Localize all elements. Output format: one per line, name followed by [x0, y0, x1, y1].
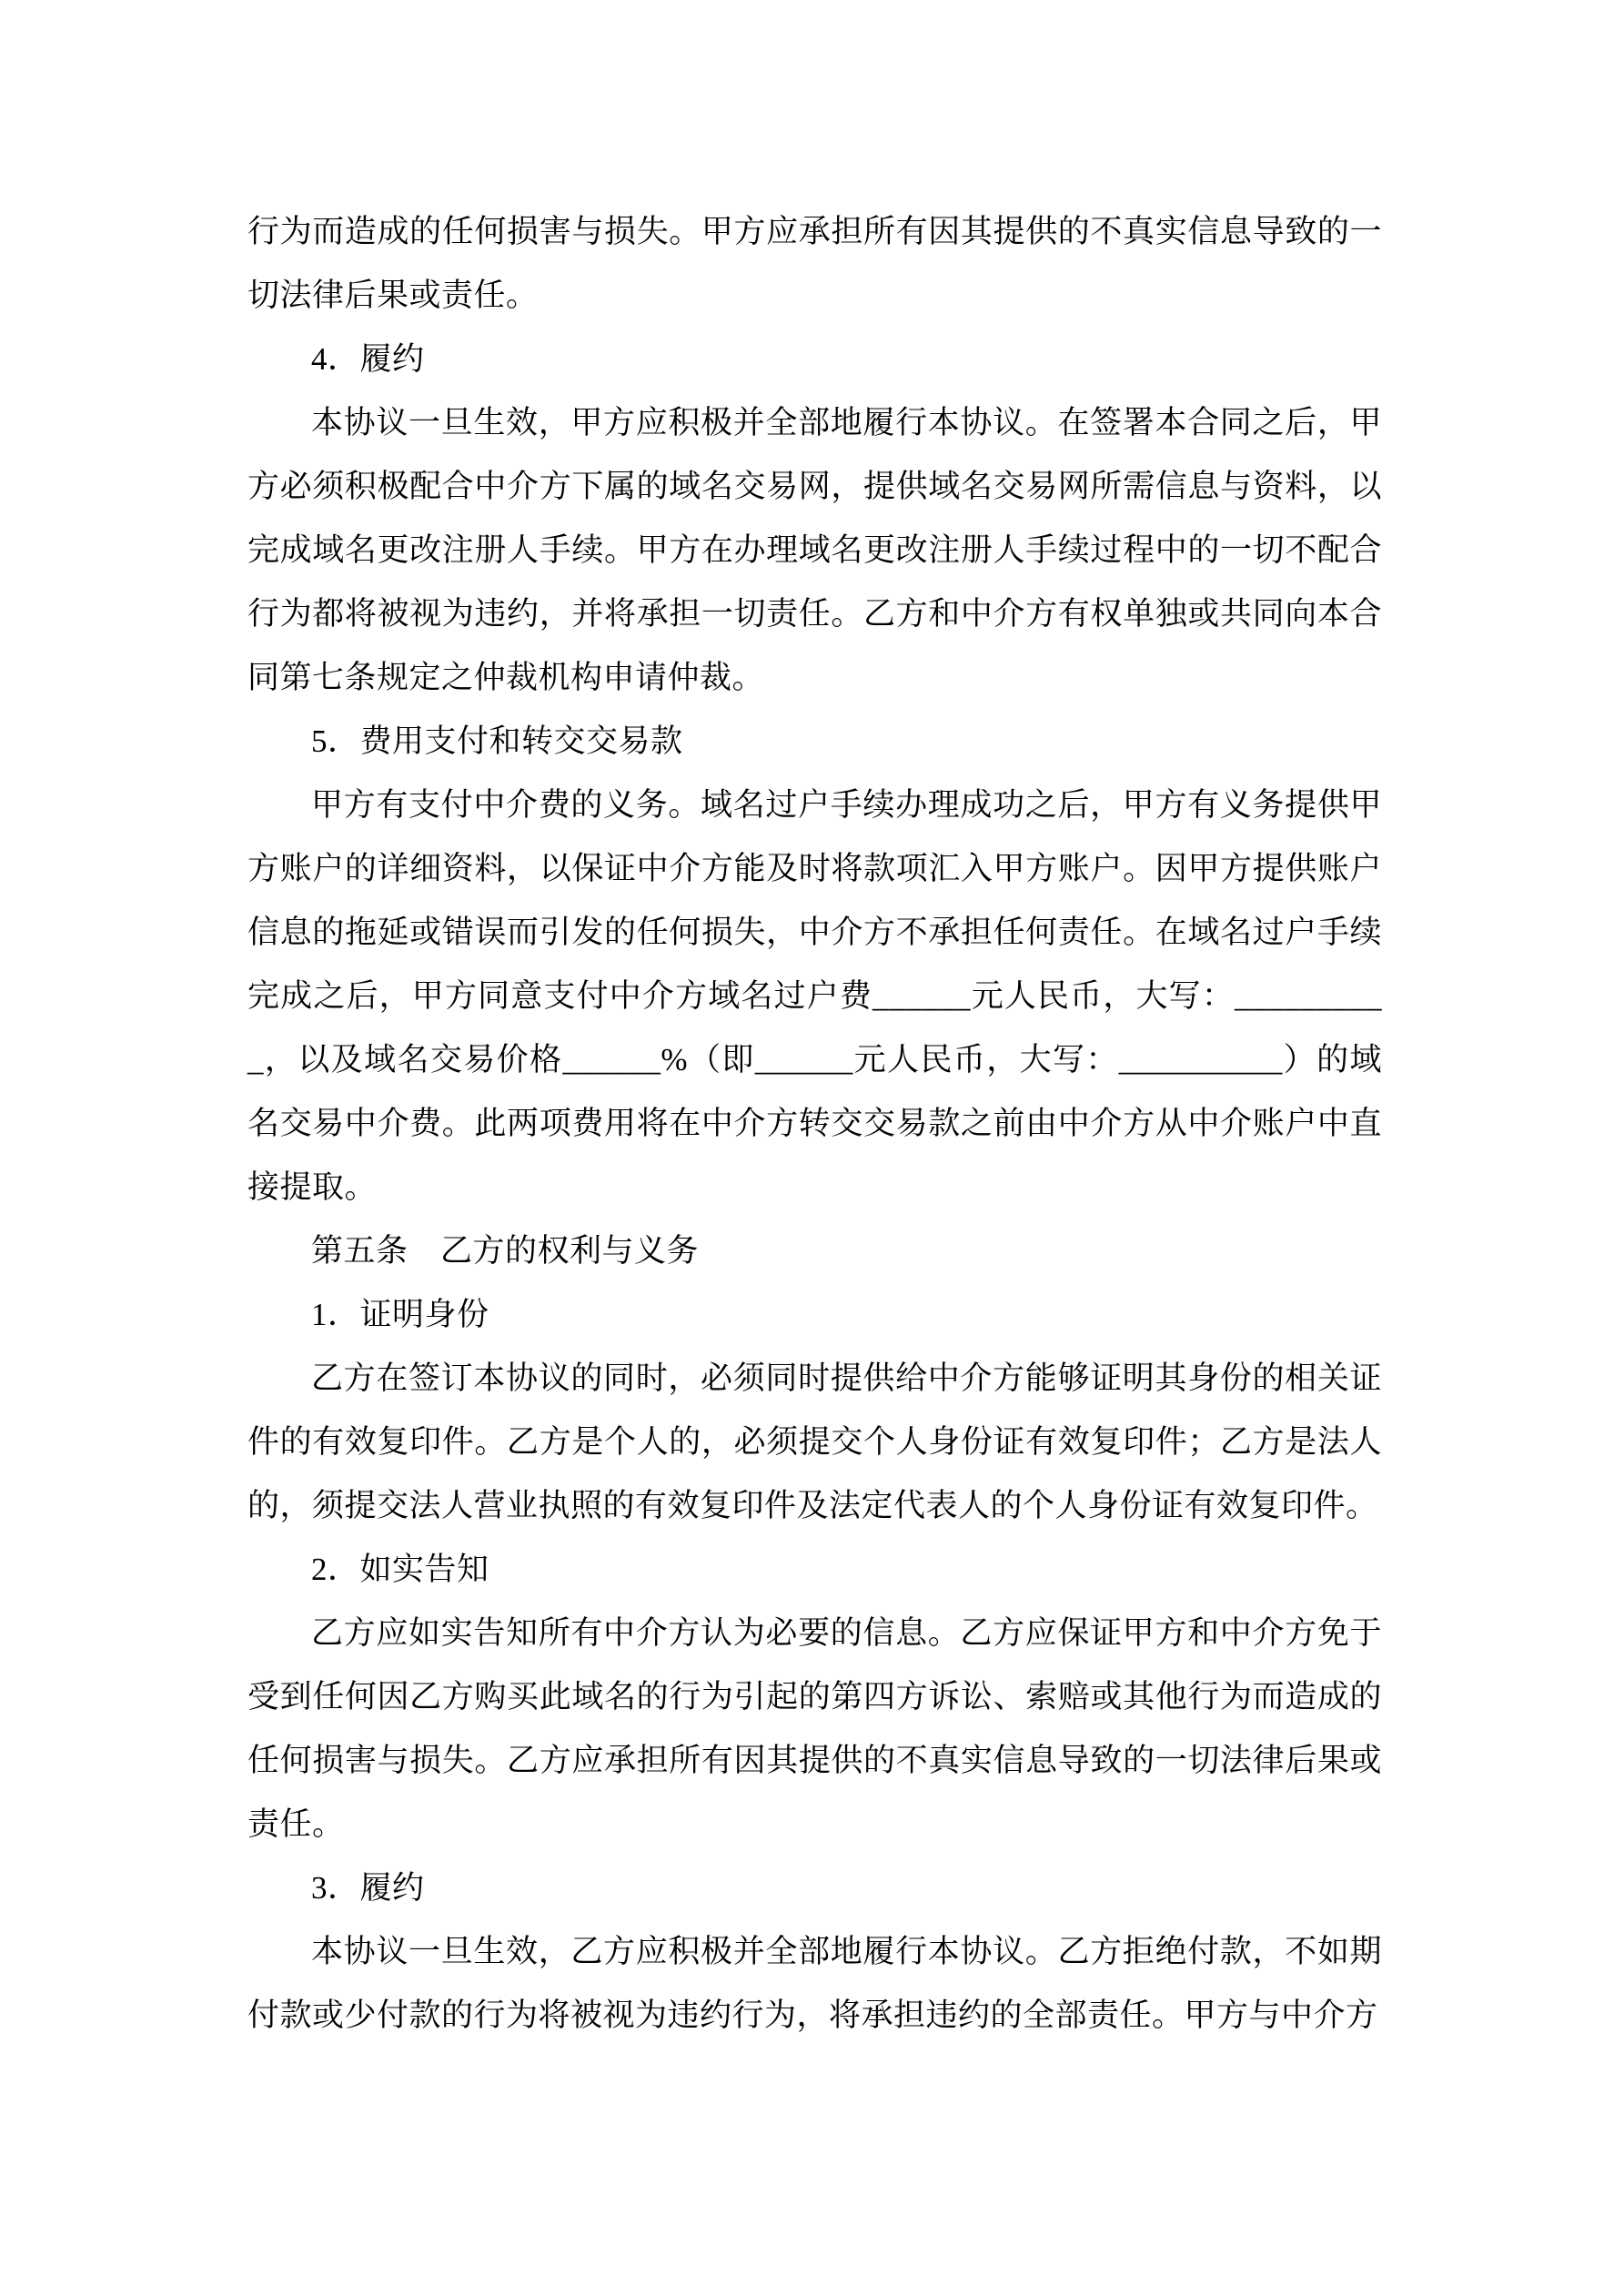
- paragraph: 甲方有支付中介费的义务。域名过户手续办理成功之后，甲方有义务提供甲方账户的详细资料，以保证中介方能及时将款项汇入甲方账户。因甲方提供账户信息的拖延或错误而引发的任何损失，中介方不承担任何责任。在域名过户手续完成之后，甲方同意支付中介方域名过户费______元人民币，大写：__________，以及域名交易价格______%（即______元人民币，大写：__________）的域名交易中介费。此两项费用将在中介方转交交易款之前由中介方从中介账户中直接提取。: [247, 787, 1382, 1205]
- paragraph: 行为而造成的任何损害与损失。甲方应承担所有因其提供的不真实信息导致的一切法律后果或责任。: [247, 214, 1382, 313]
- paragraph: 乙方应如实告知所有中介方认为必要的信息。乙方应保证甲方和中介方免于受到任何因乙方购买此域名的行为引起的第四方诉讼、索赔或其他行为而造成的任何损害与损失。乙方应承担所有因其提供的不真实信息导致的一切法律后果或责任。: [247, 1615, 1382, 1842]
- paragraph: 本协议一旦生效，乙方应积极并全部地履行本协议。乙方拒绝付款，不如期付款或少付款的行为将被视为违约行为，将承担违约的全部责任。甲方与中介方: [247, 1934, 1382, 2033]
- paragraph: 2．如实告知: [311, 1552, 489, 1587]
- paragraph: 1．证明身份: [311, 1297, 489, 1332]
- paragraph: 3．履约: [311, 1870, 425, 1906]
- paragraph: 4．履约: [311, 341, 425, 377]
- paragraph: 本协议一旦生效，甲方应积极并全部地履行本协议。在签署本合同之后，甲方必须积极配合中介方下属的域名交易网，提供域名交易网所需信息与资料，以完成域名更改注册人手续。甲方在办理域名更改注册人手续过程中的一切不配合行为都将被视为违约，并将承担一切责任。乙方和中介方有权单独或共同向本合同第七条规定之仲裁机构申请仲裁。: [247, 405, 1382, 695]
- paragraph: 5．费用支付和转交交易款: [311, 723, 683, 759]
- paragraph: 第五条 乙方的权利与义务: [311, 1233, 700, 1269]
- paragraph: 乙方在签订本协议的同时，必须同时提供给中介方能够证明其身份的相关证件的有效复印件。乙方是个人的，必须提交个人身份证有效复印件；乙方是法人的，须提交法人营业执照的有效复印件及法定代表人的个人身份证有效复印件。: [247, 1360, 1382, 1523]
- contract-text-body: [247, 200, 1382, 2048]
